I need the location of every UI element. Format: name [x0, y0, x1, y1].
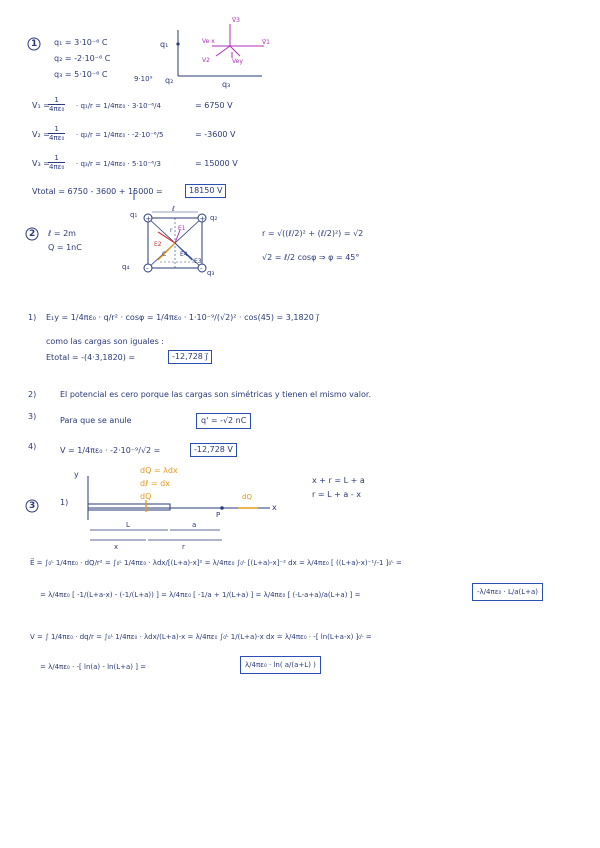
- p1-vec-v1: V⃗1: [262, 39, 270, 46]
- p1-diag-q3: q₃: [222, 80, 231, 89]
- p1-v2-const: $\frac{1}{\text{4πε₀}}$: [49, 125, 65, 142]
- p2-sq-e2: E2: [154, 241, 162, 248]
- p1-q3: q₃ = 5·10⁻⁶ C: [54, 70, 108, 79]
- problem-3-number: 3: [29, 501, 36, 511]
- p2-sq-e3: E3: [194, 258, 202, 265]
- p2-r-equation: r = √((ℓ/2)² + (ℓ/2)²) = √2: [262, 229, 364, 238]
- p3-de-label: dQ: [242, 493, 252, 501]
- p2-statement-3: Para que se anule: [60, 416, 132, 425]
- p3-seg-l: L: [126, 521, 130, 529]
- p1-vec-v3: V⃗3: [232, 17, 240, 24]
- p1-v1-const: $\frac{1}{\text{4πε₀}}$: [49, 96, 65, 113]
- p2-item-4: 4): [28, 442, 37, 451]
- p3-rod: [88, 504, 170, 510]
- p2-phi-equation: √2 = ℓ/2 cosφ ⇒ φ = 45°: [262, 253, 360, 262]
- p1-v3-expr: · q₃/r = 1/4πε₀ · 5·10⁻⁶/3: [76, 160, 161, 168]
- p3-v-line-1: V = ∫ 1/4πε₀ · dq/r = ∫₀ᴸ 1/4πε₀ · λdx/(L+a)-x = λ/4πε₀ ∫₀ᴸ 1/(L+a)-x dx = λ/4πε₀ · -[ ln(L+a-x) ]₀ᴸ =: [30, 633, 372, 641]
- svg-text:-: -: [146, 265, 149, 273]
- p1-vectors: [212, 24, 264, 58]
- p3-dl: dℓ = dx: [140, 479, 170, 488]
- p1-v1-expr: · q₁/r = 1/4πε₀ · 3·10⁻⁶/4: [76, 102, 161, 110]
- p3-seg-a: a: [192, 521, 197, 529]
- problem-1-number: 1: [31, 39, 38, 49]
- p2-q-prime-answer-box: q' = -√2 nC: [196, 413, 251, 429]
- p3-point-p: [220, 506, 224, 510]
- p1-vec-vex: Ve x: [202, 38, 215, 45]
- p2-sq-q1: q₁: [130, 211, 138, 219]
- p1-v2-result: = -3600 V: [195, 130, 236, 139]
- p3-e-answer-box: -λ/4πε₀ · L/a(L+a): [472, 583, 543, 601]
- p1-v2-expr: · q₂/r = 1/4πε₀ · -2·10⁻⁶/5: [76, 131, 164, 139]
- p2-item-2: 2): [28, 390, 37, 399]
- p1-q2: q₂ = -2·10⁻⁶ C: [54, 54, 111, 63]
- p1-v1-result: = 6750 V: [195, 101, 233, 110]
- p2-sq-c: C: [162, 251, 167, 258]
- p1-diag-q2: q₂: [165, 76, 174, 85]
- p3-point-p-label: P: [216, 511, 221, 519]
- p2-sq-q3: q₃: [207, 269, 215, 277]
- p3-axis-y: y: [74, 470, 79, 479]
- svg-text:+: +: [145, 215, 152, 223]
- p2-sq-q2: q₂: [210, 214, 218, 222]
- p3-seg-r: r: [182, 543, 185, 551]
- p1-diag-q1: q₁: [160, 40, 169, 49]
- p3-dq-2: dQ: [140, 492, 152, 501]
- p1-vtotal-answer-box: 18150 V: [185, 184, 226, 198]
- svg-text:-: -: [200, 265, 203, 273]
- p2-v-answer-box: -12,728 V: [190, 443, 237, 457]
- p3-item-1: 1): [60, 498, 69, 507]
- p2-l: ℓ = 2m: [48, 229, 76, 238]
- p2-sq-q4: q₄: [122, 263, 130, 271]
- p3-axis-x: x: [272, 503, 277, 512]
- p2-sq-e1: E1: [178, 225, 186, 232]
- p2-etotal: Etotal = -(4·3,1820) =: [46, 353, 136, 362]
- p1-v2-lhs: V₂ =: [32, 130, 50, 139]
- p1-v3-result: = 15000 V: [195, 159, 238, 168]
- p2-sq-r: r: [170, 227, 173, 234]
- p1-v3-const: $\frac{1}{\text{4πε₀}}$: [49, 154, 65, 171]
- p2-Q: Q = 1nC: [48, 243, 82, 252]
- p3-seg-x: x: [114, 543, 119, 551]
- p3-e-line-1: E⃗ = ∫₀ᴸ 1/4πε₀ · dQ/r² = ∫₀ᴸ 1/4πε₀ · λdx/[(L+a)-x]² = λ/4πε₀ ∫₀ᴸ [(L+a)-x]⁻² dx = λ/4πε₀ [ ((L+a)-x)⁻¹/-1 ]₀ᴸ =: [30, 559, 402, 567]
- p1-vtotal: Vtotal = 6750 - 3600 + 15000 =: [32, 187, 163, 196]
- p1-vec-vey: Vey: [232, 58, 243, 65]
- problem-2-number: 2: [29, 229, 36, 239]
- p2-como: como las cargas son iguales :: [46, 337, 164, 346]
- p3-v-line-2: = λ/4πε₀ · -[ ln(a) - ln(L+a) ] =: [40, 663, 147, 671]
- p3-dq: dQ = λdx: [140, 466, 178, 475]
- p2-e1y: E₁y = 1/4πε₀ · q/r² · cosφ = 1/4πε₀ · 1·10⁻⁹/(√2)² · cos(45) = 3,1820 j⃗: [46, 313, 319, 322]
- p2-etotal-answer-box: -12,728 j⃗: [168, 350, 212, 364]
- svg-text:+: +: [199, 215, 206, 223]
- p3-xr2: r = L + a - x: [312, 490, 361, 499]
- p1-v1-lhs: V₁ =: [32, 101, 50, 110]
- p2-statement-2: El potencial es cero porque las cargas son simétricas y tienen el mismo valor.: [60, 390, 371, 399]
- p1-v3-lhs: V₃ =: [32, 159, 50, 168]
- p2-sq-e4: E4: [180, 251, 188, 258]
- p2-sq-l: ℓ: [172, 205, 175, 213]
- p1-q1-dot: [176, 42, 179, 45]
- p1-k-note: 9·10⁹: [134, 75, 153, 83]
- p3-e-line-2: = λ/4πε₀ [ -1/(L+a-x) - (-1/(L+a)) ] = λ/4πε₀ [ -1/a + 1/(L+a) ] = λ/4πε₀ [ (-L-a+a)/a(L+a) ] =: [40, 591, 361, 599]
- p2-statement-4: V = 1/4πε₀ · -2·10⁻⁹/√2 =: [60, 446, 161, 455]
- p3-v-answer-box: λ/4πε₀ · ln( a/(a+L) ): [240, 656, 321, 674]
- p3-xr1: x + r = L + a: [312, 476, 365, 485]
- p2-item-1: 1): [28, 313, 37, 322]
- p2-item-3: 3): [28, 412, 37, 421]
- p1-q1: q₁ = 3·10⁻⁶ C: [54, 38, 108, 47]
- p1-vec-v2: V2: [202, 57, 210, 64]
